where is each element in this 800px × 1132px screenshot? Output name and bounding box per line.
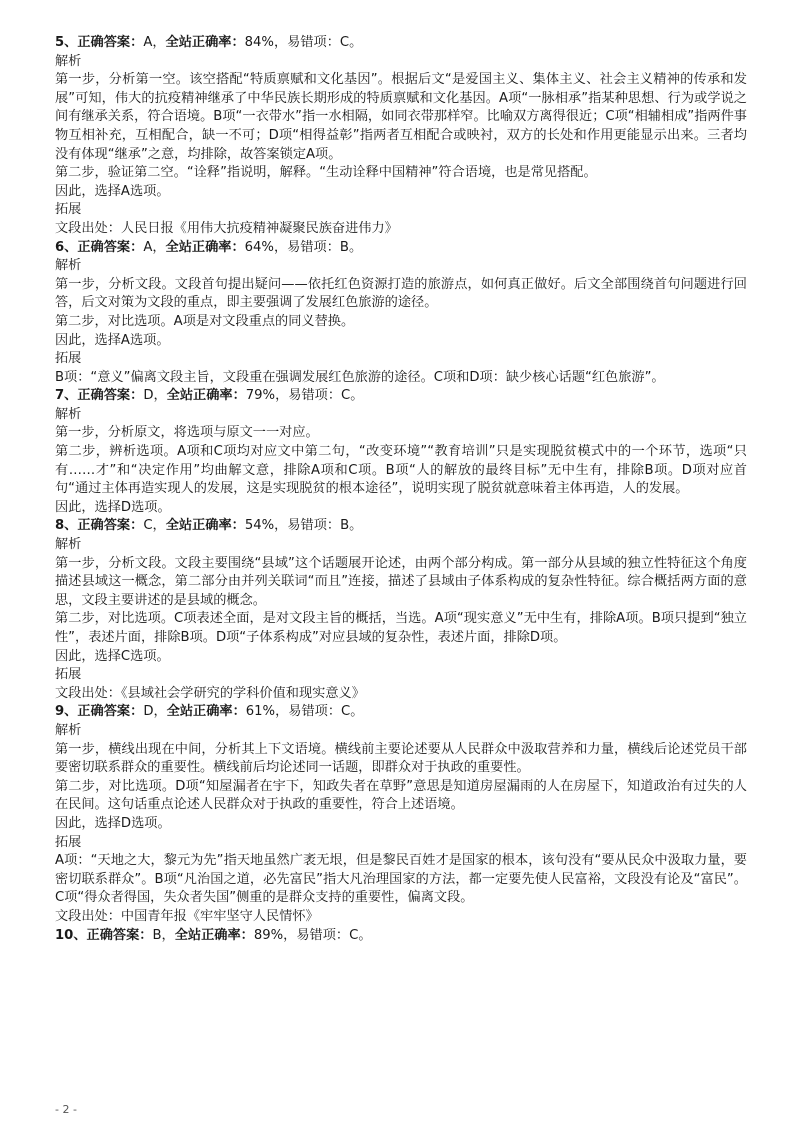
question-6 [55, 239, 747, 388]
extension-paragraph: B项：“意义”偏离文段主旨，文段重在强调发展红色旅游的途径。C项和D项：缺少核心话题“红色旅游”。 [55, 369, 665, 385]
extension-label: 拓展 [55, 351, 82, 367]
answer-header: 7、正确答案：D，全站正确率：79%，易错项：C。 [55, 388, 364, 404]
analysis-label: 解析 [55, 722, 82, 738]
analysis-label: 解析 [55, 53, 82, 69]
answer-header: 6、正确答案：A，全站正确率：64%，易错项：B。 [55, 239, 363, 255]
extension-paragraph: 文段出处：《县域社会学研究的学科价值和现实意义》 [55, 685, 365, 701]
conclusion: 因此，选择A选项。 [55, 332, 170, 348]
analysis-paragraph: 第二步，对比选项。A项是对文段重点的同义替换。 [55, 313, 355, 329]
extension-label: 拓展 [55, 667, 82, 683]
analysis-paragraph: 第二步，验证第二空。“诠释”指说明，解释。“生动诠释中国精神”符合语境，也是常见搭配。 [55, 165, 597, 181]
question-7 [55, 387, 747, 517]
conclusion: 因此，选择D选项。 [55, 499, 171, 515]
conclusion: 因此，选择A选项。 [55, 183, 170, 199]
question-8 [55, 517, 747, 703]
extension-paragraph: 文段出处：中国青年报《牢牢坚守人民情怀》 [55, 908, 319, 924]
document-page [55, 34, 747, 945]
analysis-label: 解析 [55, 537, 82, 553]
analysis-paragraph: 第二步，辨析选项。A项和C项均对应文中第二句，“改变环境”“教育培训”只是实现脱贫模式中的一个环节，选项“只有……才”和“决定作用”均曲解文意，排除A项和C项。B项“人的解放的最终目标”无中生有，排除B项。D项对应首句“通过主体再造实现人的发展，这是实现脱贫的根本途径”，说明实现了脱贫就意味着主体再造，人的发展。 [55, 444, 747, 497]
page-number: - 2 - [55, 1103, 77, 1116]
analysis-paragraph: 第一步，横线出现在中间，分析其上下文语境。横线前主要论述要从人民群众中汲取营养和力量，横线后论述党员干部要密切联系群众的重要性。横线前后均论述同一话题，即群众对于执政的重要性。 [55, 741, 747, 776]
conclusion: 因此，选择D选项。 [55, 815, 171, 831]
extension-label: 拓展 [55, 834, 82, 850]
question-9 [55, 703, 747, 926]
answer-header: 5、正确答案：A，全站正确率：84%，易错项：C。 [55, 35, 363, 50]
analysis-label: 解析 [55, 406, 82, 422]
question-10 [55, 927, 747, 946]
conclusion: 因此，选择C选项。 [55, 648, 170, 664]
extension-paragraph: A项：“天地之大，黎元为先”指天地虽然广袤无垠，但是黎民百姓才是国家的根本，该句没有“要从民众中汲取力量，要密切联系群众”。B项“凡治国之道，必先富民”指大凡治理国家的方法，都一定要先使人民富裕，文段没有论及“富民”。C项“得众者得国，失众者失国”侧重的是群众支持的重要性，偏离文段。 [55, 853, 747, 906]
answer-header: 8、正确答案：C，全站正确率：54%，易错项：B。 [55, 518, 363, 534]
answer-header: 10、正确答案：B，全站正确率：89%，易错项：C。 [55, 927, 372, 943]
question-5 [55, 34, 747, 239]
analysis-paragraph: 第一步，分析文段。文段主要围绕“县域”这个话题展开论述，由两个部分构成。第一部分从县域的独立性特征这个角度描述县域这一概念，第二部分由并列关联词“而且”连接，描述了县域由子体系构成的复杂性特征。综合概括两方面的意思，文段主要讲述的是县域的概念。 [55, 555, 747, 608]
extension-paragraph: 文段出处：人民日报《用伟大抗疫精神凝聚民族奋进伟力》 [55, 220, 398, 236]
analysis-paragraph: 第一步，分析文段。文段首句提出疑问——依托红色资源打造的旅游点，如何真正做好。后文全部围绕首句问题进行回答，后文对策为文段的重点，即主要强调了发展红色旅游的途径。 [55, 276, 747, 311]
analysis-paragraph: 第二步，对比选项。D项“知屋漏者在宇下，知政失者在草野”意思是知道房屋漏雨的人在房屋下，知道政治有过失的人在民间。这句话重点论述人民群众对于执政的重要性，符合上述语境。 [55, 778, 747, 813]
extension-label: 拓展 [55, 202, 82, 218]
analysis-paragraph: 第二步，对比选项。C项表述全面，是对文段主旨的概括，当选。A项“现实意义”无中生有，排除A项。B项只提到“独立性”，表述片面，排除B项。D项“子体系构成”对应县域的复杂性，表述片面，排除D项。 [55, 611, 747, 645]
analysis-label: 解析 [55, 258, 82, 274]
analysis-paragraph: 第一步，分析第一空。该空搭配“特质禀赋和文化基因”。根据后文“是爱国主义、集体主义、社会主义精神的传承和发展”可知，伟大的抗疫精神继承了中华民族长期形成的特质禀赋和文化基因。A项“一脉相承”指某种思想、行为或学说之间有继承关系，符合语境。B项“一衣带水”指一水相隔，如同衣带那样窄。比喻双方离得很近；C项“相辅相成”指两件事物互相补充，互相配合，缺一不可；D项“相得益彰”指两者互相配合或映衬，双方的长处和作用更能显示出来。三者均没有体现“继承”之意，均排除，故答案锁定A项。 [55, 72, 747, 162]
answer-header: 9、正确答案：D，全站正确率：61%，易错项：C。 [55, 704, 364, 720]
analysis-paragraph: 第一步，分析原文，将选项与原文一一对应。 [55, 425, 319, 441]
